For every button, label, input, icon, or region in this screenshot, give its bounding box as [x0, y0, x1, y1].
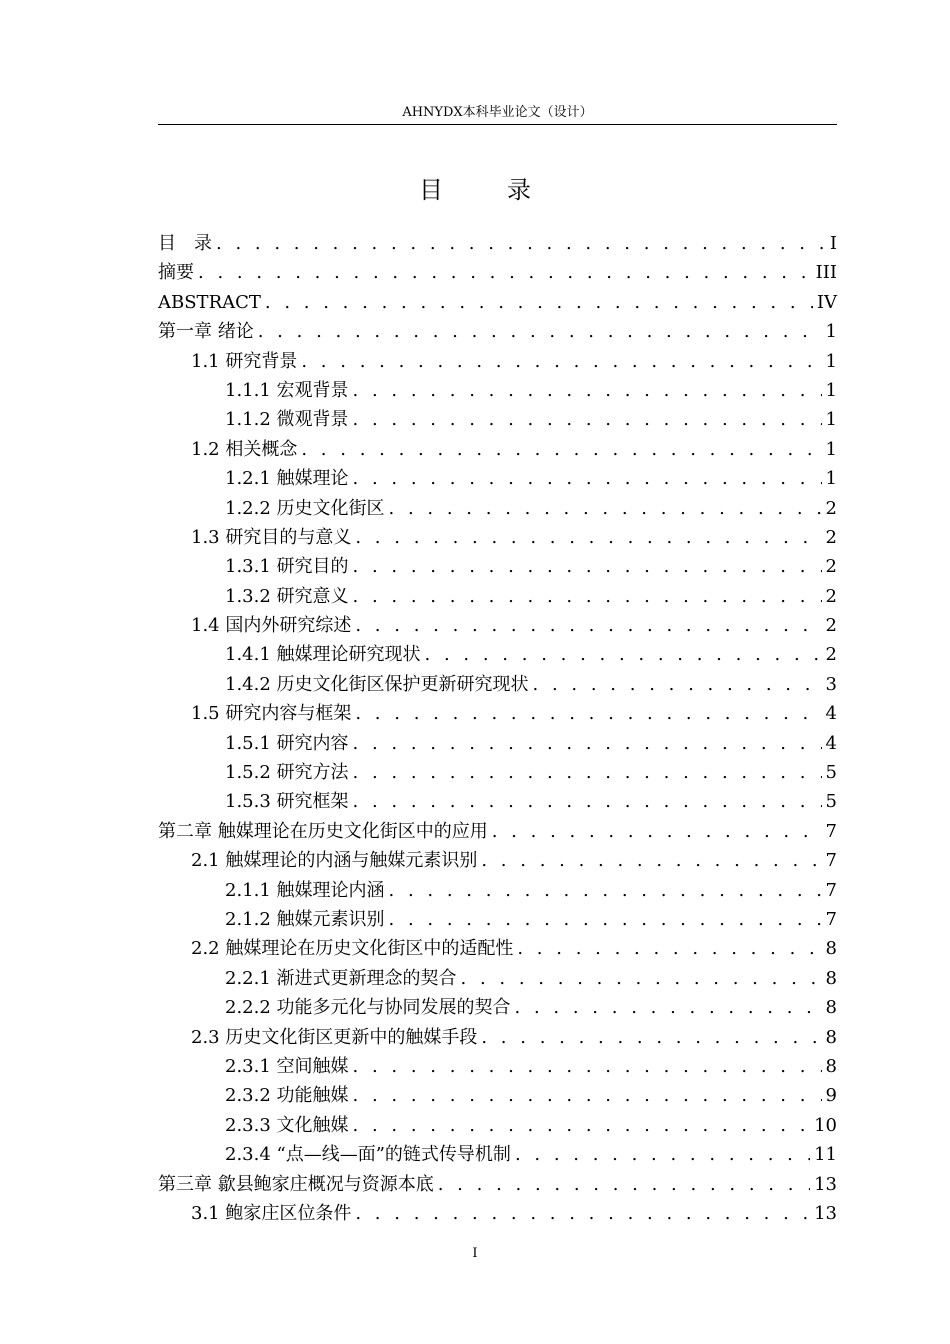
toc-dot-leader: [533, 670, 822, 699]
toc-dot-leader: [353, 1081, 822, 1110]
toc-entry-page: 1: [825, 468, 837, 490]
toc-entry[interactable]: [158, 229, 837, 258]
toc-entry-page: 13: [814, 1202, 837, 1224]
toc-dot-leader: [461, 964, 822, 993]
toc-dot-leader: [425, 640, 822, 669]
toc-entry[interactable]: [158, 876, 837, 905]
toc-dot-leader: [353, 1052, 822, 1081]
toc-entry-label: 1.2.2 历史文化街区: [225, 497, 385, 519]
toc-entry[interactable]: [158, 640, 837, 669]
toc-dot-leader: [353, 376, 822, 405]
toc-entry[interactable]: [158, 1140, 837, 1169]
toc-entry-label: 2.1.1 触媒理论内涵: [225, 879, 385, 901]
toc-entry[interactable]: [158, 699, 837, 728]
toc-entry[interactable]: [158, 376, 837, 405]
toc-entry-page: 1: [825, 409, 837, 431]
toc-entry[interactable]: [158, 729, 837, 758]
toc-entry-page: 8: [825, 1026, 837, 1048]
toc-entry-page: 2: [825, 644, 837, 666]
toc-entry-label: 1.4 国内外研究综述: [191, 615, 352, 637]
toc-entry-label: 2.1 触媒理论的内涵与触媒元素识别: [191, 850, 478, 872]
toc-entry-label: 1.5.1 研究内容: [225, 732, 349, 754]
toc-entry-label: 1.4.2 历史文化街区保护更新研究现状: [225, 673, 529, 695]
toc-entry[interactable]: [158, 464, 837, 493]
toc-entry-page: 7: [825, 850, 837, 872]
toc-entry-page: 11: [814, 1144, 837, 1166]
toc-entry-page: 2: [825, 615, 837, 637]
toc-entry-page: 1: [825, 438, 837, 460]
toc-dot-leader: [353, 787, 822, 816]
toc-dot-leader: [353, 758, 822, 787]
toc-entry[interactable]: [158, 934, 837, 963]
toc-entry-page: 1: [825, 350, 837, 372]
toc-entry-label: 第一章 绪论: [158, 321, 254, 343]
toc-entry-label: 2.3.4 “点—线—面”的链式传导机制: [225, 1144, 511, 1166]
toc-entry-label: 第三章 歙县鲍家庄概况与资源本底: [158, 1173, 434, 1195]
toc-entry-label: 摘要: [158, 262, 194, 284]
toc-entry-label: 第二章 触媒理论在历史文化街区中的应用: [158, 820, 488, 842]
toc-dot-leader: [258, 317, 822, 346]
toc-dot-leader: [389, 494, 822, 523]
toc-entry-page: 7: [825, 879, 837, 901]
toc-entry[interactable]: [158, 611, 837, 640]
toc-dot-leader: [301, 435, 821, 464]
toc-dot-leader: [389, 905, 822, 934]
toc-entry-page: 5: [825, 762, 837, 784]
toc-entry-label: 2.3.1 空间触媒: [225, 1055, 349, 1077]
toc-entry[interactable]: [158, 1023, 837, 1052]
toc-dot-leader: [353, 405, 822, 434]
toc-entry[interactable]: [158, 1111, 837, 1140]
toc-entry-label: 1.5.2 研究方法: [225, 762, 349, 784]
toc-entry-label: 2.2 触媒理论在历史文化街区中的适配性: [191, 938, 514, 960]
toc-entry[interactable]: [158, 1081, 837, 1110]
header-rule: [158, 124, 837, 125]
toc-entry[interactable]: [158, 258, 837, 287]
toc-entry-page: IV: [816, 291, 837, 313]
toc-entry-page: 8: [825, 967, 837, 989]
toc-entry-page: III: [815, 262, 837, 284]
toc-entry-page: 9: [825, 1085, 837, 1107]
toc-entry[interactable]: [158, 817, 837, 846]
toc-entry-label: 1.5.3 研究框架: [225, 791, 349, 813]
toc-entry[interactable]: [158, 670, 837, 699]
toc-dot-leader: [481, 846, 821, 875]
toc-dot-leader: [353, 552, 822, 581]
toc-entry-page: 8: [825, 997, 837, 1019]
toc-entry-page: 3: [825, 673, 837, 695]
toc-entry-page: 5: [825, 791, 837, 813]
toc-entry[interactable]: [158, 523, 837, 552]
toc-entry[interactable]: [158, 288, 837, 317]
toc-dot-leader: [515, 993, 822, 1022]
toc-dot-leader: [353, 1111, 811, 1140]
toc-entry[interactable]: [158, 317, 837, 346]
toc-dot-leader: [515, 1140, 810, 1169]
toc-entry[interactable]: [158, 435, 837, 464]
toc-entry-label: 1.3.2 研究意义: [225, 585, 349, 607]
toc-entry-label: 目 录: [158, 233, 212, 254]
toc-dot-leader: [353, 464, 822, 493]
toc-entry-page: 4: [825, 703, 837, 725]
toc-entry-page: 8: [825, 1055, 837, 1077]
toc-dot-leader: [481, 1023, 821, 1052]
toc-entry[interactable]: [158, 1052, 837, 1081]
toc-dot-leader: [438, 1170, 810, 1199]
toc-entry[interactable]: [158, 347, 837, 376]
toc-entry[interactable]: [158, 964, 837, 993]
toc-entry-label: 2.2.1 渐进式更新理念的契合: [225, 967, 457, 989]
toc-entry-label: 1.1 研究背景: [191, 350, 298, 372]
toc-entry[interactable]: [158, 405, 837, 434]
toc-entry-page: 1: [825, 379, 837, 401]
toc-entry-page: 4: [825, 732, 837, 754]
toc-entry-page: 1: [825, 321, 837, 343]
toc-dot-leader: [198, 258, 812, 287]
toc-entry-label: 2.2.2 功能多元化与协同发展的契合: [225, 997, 511, 1019]
toc-dot-leader: [265, 288, 813, 317]
toc-entry-label: 2.1.2 触媒元素识别: [225, 908, 385, 930]
toc-entry-label: 2.3.2 功能触媒: [225, 1085, 349, 1107]
toc-entry[interactable]: [158, 758, 837, 787]
toc-entry[interactable]: [158, 1170, 837, 1199]
toc-entry-page: 2: [825, 556, 837, 578]
toc-entry-label: 1.3.1 研究目的: [225, 556, 349, 578]
running-header: AHNYDX本科毕业论文（设计）: [402, 105, 593, 120]
toc-dot-leader: [492, 817, 822, 846]
toc-entry[interactable]: [158, 787, 837, 816]
toc-entry-label: 1.4.1 触媒理论研究现状: [225, 644, 421, 666]
toc-entry-label: 1.3 研究目的与意义: [191, 526, 352, 548]
toc-entry-label: 1.2 相关概念: [191, 438, 298, 460]
toc-entry-label: ABSTRACT: [158, 291, 261, 313]
toc-entry-page: 2: [825, 497, 837, 519]
toc-entry-label: 1.5 研究内容与框架: [191, 703, 352, 725]
page-number: I: [472, 1246, 478, 1261]
toc-entry[interactable]: [158, 494, 837, 523]
toc-entry-page: 8: [825, 938, 837, 960]
toc-entry-label: 1.1.2 微观背景: [225, 409, 349, 431]
toc-entry-label: 3.1 鲍家庄区位条件: [191, 1202, 352, 1224]
toc-entry[interactable]: [158, 1199, 837, 1228]
toc-entry[interactable]: [158, 582, 837, 611]
toc-entry[interactable]: [158, 552, 837, 581]
toc-entry-page: 2: [825, 585, 837, 607]
toc-dot-leader: [353, 582, 822, 611]
toc-entry-label: 2.3.3 文化触媒: [225, 1114, 349, 1136]
toc-dot-leader: [355, 1199, 810, 1228]
toc-entry-page: 13: [814, 1173, 837, 1195]
toc-entry-label: 1.1.1 宏观背景: [225, 379, 349, 401]
toc-entry-page: I: [829, 233, 837, 254]
toc-dot-leader: [353, 729, 822, 758]
toc-entry[interactable]: [158, 993, 837, 1022]
toc-entry-page: 7: [825, 908, 837, 930]
toc-dot-leader: [355, 699, 821, 728]
toc-dot-leader: [389, 876, 822, 905]
toc-entry-label: 2.3 历史文化街区更新中的触媒手段: [191, 1026, 478, 1048]
toc-dot-leader: [517, 934, 821, 963]
table-of-contents: [158, 229, 837, 1228]
toc-entry[interactable]: [158, 905, 837, 934]
page-title: 目 录: [419, 176, 551, 204]
toc-dot-leader: [216, 229, 826, 258]
toc-dot-leader: [355, 523, 821, 552]
toc-entry-page: 10: [814, 1114, 837, 1136]
toc-entry-page: 7: [825, 820, 837, 842]
toc-entry[interactable]: [158, 846, 837, 875]
toc-dot-leader: [355, 611, 821, 640]
toc-dot-leader: [301, 347, 821, 376]
toc-entry-label: 1.2.1 触媒理论: [225, 468, 349, 490]
toc-entry-page: 2: [825, 526, 837, 548]
